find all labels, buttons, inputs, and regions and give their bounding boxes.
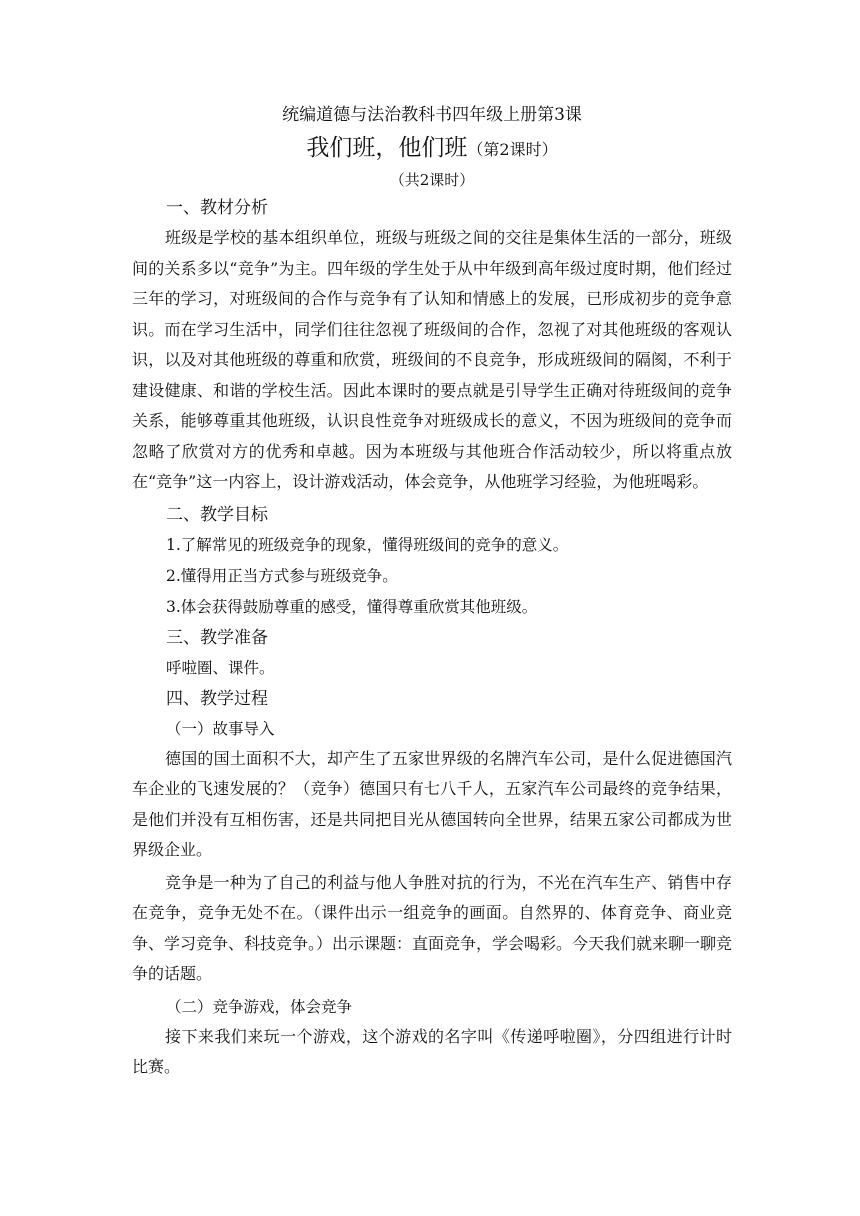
section-heading-analysis: 一、教材分析 xyxy=(166,198,268,218)
section-heading-objectives: 二、教学目标 xyxy=(166,504,268,525)
title-lesson-note: （第2课时） xyxy=(467,140,558,159)
objective-item: 1.了解常见的班级竞争的现象，懂得班级间的竞争的意义。 xyxy=(166,535,569,554)
period-note: （共2课时） xyxy=(389,171,475,189)
subsection-heading-story: （一）故事导入 xyxy=(166,719,275,738)
story-paragraph: 德国的国土面积不大，却产生了五家世界级的名牌汽车公司，是什么促进德国汽车企业的飞速发展的？（竞争）德国只有七八千人，五家汽车公司最终的竞争结果，是他们并没有互相伤害，还是共同把目光从德国转向全世界，结果五家公司都成为世界级企业。 xyxy=(132,748,732,859)
section-heading-preparation: 三、教学准备 xyxy=(166,627,268,648)
analysis-paragraph: 班级是学校的基本组织单位，班级与班级之间的交往是集体生活的一部分，班级间的关系多以“竞争”为主。四年级的学生处于从中年级到高年级过度时期，他们经过三年的学习，对班级间的合作与竞争有了认知和情感上的发展，已形成初步的竞争意识。而在学习生活中，同学们往往忽视了班级间的合作，忽视了对其他班级的客观认识，以及对其他班级的尊重和欣赏，班级间的不良竞争，形成班级间的隔阂，不利于建设健康、和谐的学校生活。因此本课时的要点就是引导学生正确对待班级间的竞争关系，能够尊重其他班级，认识良性竞争对班级成长的意义，不因为班级间的竞争而忽略了欣赏对方的优秀和卓越。因为本班级与其他班合作活动较少，所以将重点放在“竞争”这一内容上，设计游戏活动，体会竞争，从他班学习经验，为他班喝彩。 xyxy=(132,228,732,491)
page-title xyxy=(132,130,732,166)
objective-item: 3.体会获得鼓励尊重的感受，懂得尊重欣赏其他班级。 xyxy=(166,597,538,616)
section-heading-process: 四、教学过程 xyxy=(166,688,268,709)
document-body xyxy=(132,101,732,1083)
subsection-heading-game: （二）竞争游戏，体会竞争 xyxy=(166,997,353,1016)
game-paragraph: 接下来我们来玩一个游戏，这个游戏的名字叫《传递呼啦圈》，分四组进行计时比赛。 xyxy=(132,1026,732,1076)
competition-paragraph: 竞争是一种为了自己的利益与他人争胜对抗的行为，不光在汽车生产、销售中存在竞争，竞争无处不在。（课件出示一组竞争的画面。自然界的、体育竞争、商业竞争、学习竞争、科技竞争。）出示课题：直面竞争，学会喝彩。今天我们就来聊一聊竞争的话题。 xyxy=(132,872,733,983)
title-text: 我们班，他们班 xyxy=(306,135,468,161)
subject-line: 统编道德与法治教科书四年级上册第3课 xyxy=(282,105,582,125)
objective-item: 2.懂得用正当方式参与班级竞争。 xyxy=(166,566,398,585)
preparation-content: 呼啦圈、课件。 xyxy=(166,658,275,677)
